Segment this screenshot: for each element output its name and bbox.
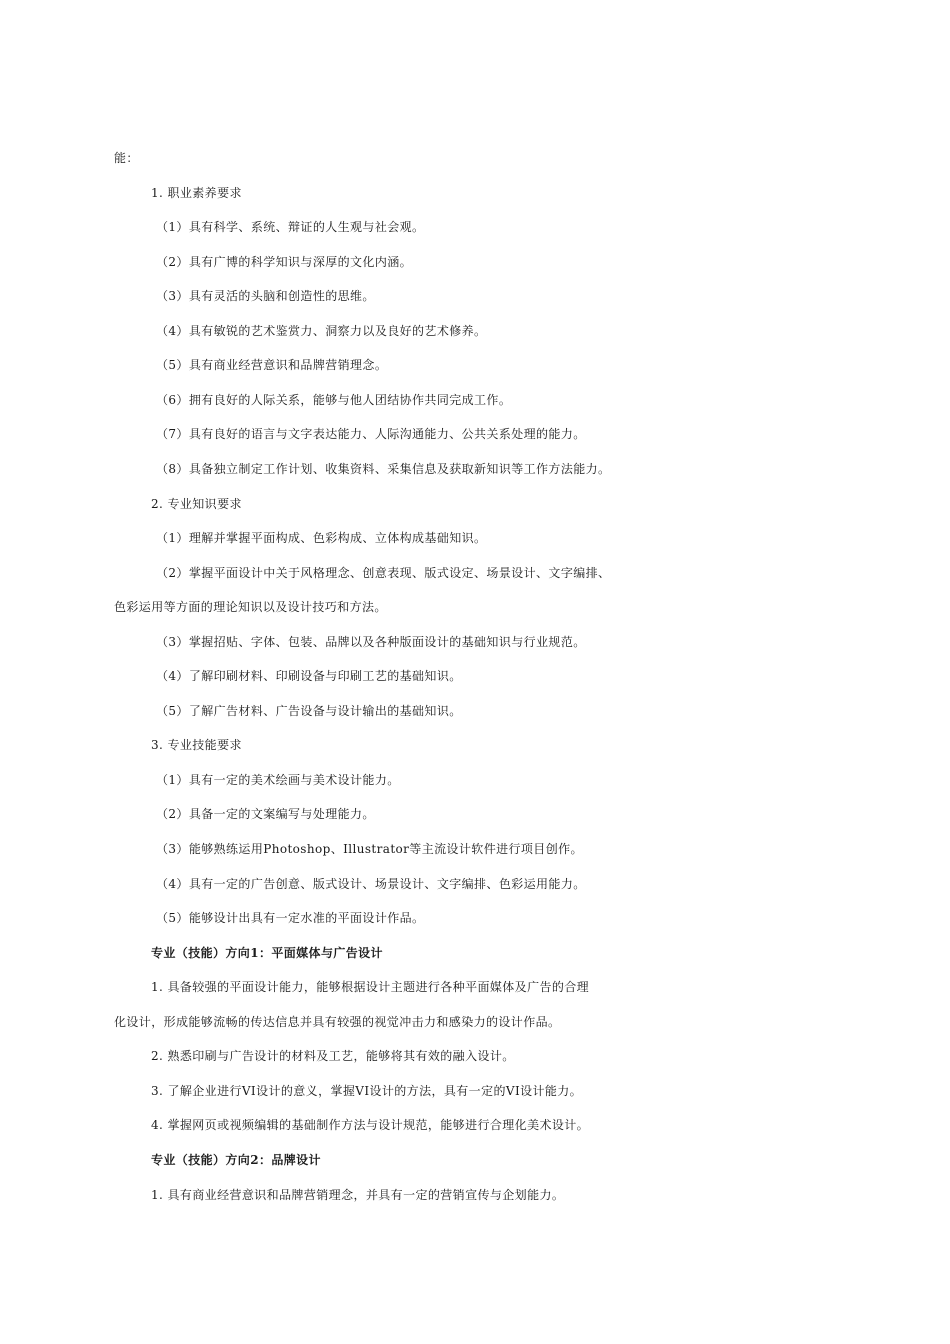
text-line: 1. 职业素养要求 bbox=[151, 185, 242, 200]
section-heading: 专业（技能）方向1：平面媒体与广告设计 bbox=[151, 945, 383, 960]
text-line: （2）具有广博的科学知识与深厚的文化内涵。 bbox=[156, 254, 413, 269]
text-line: （1）具有科学、系统、辩证的人生观与社会观。 bbox=[156, 220, 425, 235]
text-line: 色彩运用等方面的理论知识以及设计技巧和方法。 bbox=[114, 600, 387, 615]
text-line: 2. 专业知识要求 bbox=[151, 496, 242, 511]
text-line: 化设计，形成能够流畅的传达信息并具有较强的视觉冲击力和感染力的设计作品。 bbox=[114, 1014, 561, 1029]
text-line: （4）具有敏锐的艺术鉴赏力、洞察力以及良好的艺术修养。 bbox=[156, 323, 487, 338]
text-line: 3. 了解企业进行VI设计的意义，掌握VI设计的方法，具有一定的VI设计能力。 bbox=[151, 1083, 583, 1098]
text-line: （4）了解印刷材料、印刷设备与印刷工艺的基础知识。 bbox=[156, 669, 462, 684]
text-line: （1）具有一定的美术绘画与美术设计能力。 bbox=[156, 772, 400, 787]
text-line: （3）具有灵活的头脑和创造性的思维。 bbox=[156, 289, 375, 304]
text-line: 1. 具有商业经营意识和品牌营销理念，并具有一定的营销宣传与企划能力。 bbox=[151, 1187, 565, 1202]
section-heading: 专业（技能）方向2：品牌设计 bbox=[151, 1152, 321, 1167]
text-line: （1）理解并掌握平面构成、色彩构成、立体构成基础知识。 bbox=[156, 531, 487, 546]
text-line: （3）能够熟练运用Photoshop、Illustrator等主流设计软件进行项目创作。 bbox=[156, 842, 583, 856]
text-line: 3. 专业技能要求 bbox=[151, 738, 242, 753]
text-line: （4）具有一定的广告创意、版式设计、场景设计、文字编排、色彩运用能力。 bbox=[156, 876, 586, 891]
text-line: （7）具有良好的语言与文字表达能力、人际沟通能力、公共关系处理的能力。 bbox=[156, 427, 586, 442]
text-line: （2）具备一定的文案编写与处理能力。 bbox=[156, 807, 375, 822]
text-line: 4. 掌握网页或视频编辑的基础制作方法与设计规范，能够进行合理化美术设计。 bbox=[151, 1118, 590, 1133]
text-line: （5）能够设计出具有一定水准的平面设计作品。 bbox=[156, 911, 425, 926]
text-line: 2. 熟悉印刷与广告设计的材料及工艺，能够将其有效的融入设计。 bbox=[151, 1049, 515, 1064]
text-line: （2）掌握平面设计中关于风格理念、创意表现、版式设定、场景设计、文字编排、 bbox=[156, 565, 611, 580]
text-line: （5）具有商业经营意识和品牌营销理念。 bbox=[156, 358, 388, 373]
text-line: （8）具备独立制定工作计划、收集资料、采集信息及获取新知识等工作方法能力。 bbox=[156, 461, 611, 476]
text-line: 1. 具备较强的平面设计能力，能够根据设计主题进行各种平面媒体及广告的合理 bbox=[151, 980, 590, 995]
text-line: （3）掌握招贴、字体、包装、品牌以及各种版面设计的基础知识与行业规范。 bbox=[156, 634, 586, 649]
text-line: （6）拥有良好的人际关系，能够与他人团结协作共同完成工作。 bbox=[156, 392, 512, 407]
text-line: 能： bbox=[114, 151, 139, 165]
text-line: （5）了解广告材料、广告设备与设计输出的基础知识。 bbox=[156, 703, 462, 718]
